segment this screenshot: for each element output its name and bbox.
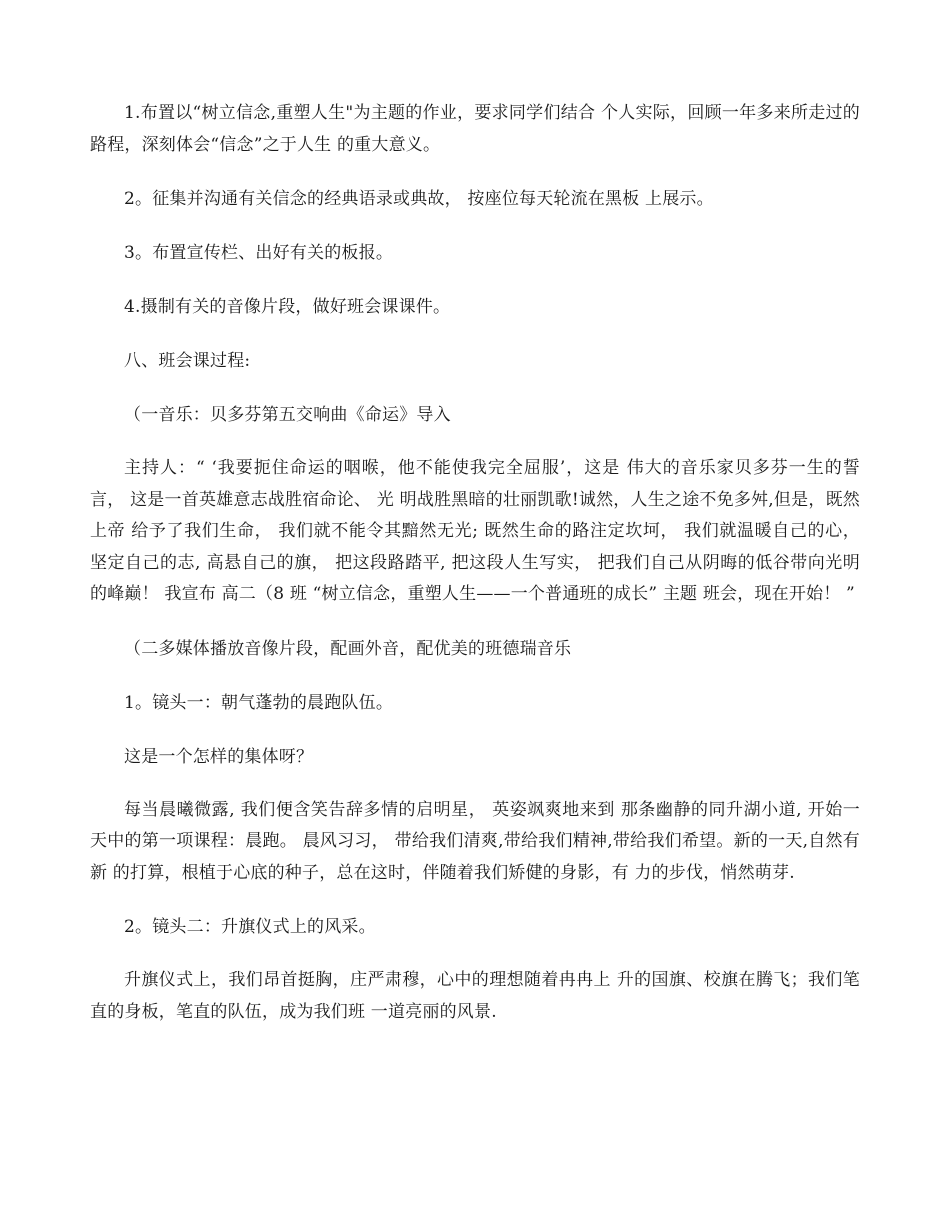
paragraph-assignment-2: 2。征集并沟通有关信念的经典语录或典故， 按座位每天轮流在黑板 上展示。: [124, 189, 714, 209]
paragraph-flag-ceremony: 升旗仪式上，我们昂首挺胸，庄严肃穆，心中的理想随着冉冉上 升的国旗、校旗在腾飞；我们笔直的身板，笔直的队伍，成为我们班 一道亮丽的风景.: [90, 970, 860, 1022]
paragraph-morning-run: 每当晨曦微露, 我们便含笑告辞多情的启明星， 英姿飒爽地来到 那条幽静的同升湖小道, 开始一天中的第一项课程：晨跑。 晨风习习， 带给我们清爽,带给我们精神,带给我们希望。新的一天,自然有新 的打算，根植于心底的种子，总在这时，伴随着我们矫健的身影，有 力的步伐，悄然萌芽.: [90, 799, 860, 883]
subsection-heading-music: （一音乐：贝多芬第五交响曲《命运》导入: [124, 405, 451, 425]
paragraph-assignment-4: 4.摄制有关的音像片段，做好班会课课件。: [124, 297, 451, 317]
shot-heading-1: 1。镜头一：朝气蓬勃的晨跑队伍。: [124, 692, 394, 713]
paragraph-assignment-1: 1.布置以“树立信念,重塑人生"为主题的作业，要求同学们结合 个人实际，回顾一年多来所走过的路程，深刻体会“信念”之于人生 的重大意义。: [90, 103, 860, 155]
paragraph-host-speech: 主持人：“ ‘我要扼住命运的咽喉，他不能使我完全屈服’，这是 伟大的音乐家贝多芬一生的誓言， 这是一首英雄意志战胜宿命论、 光 明战胜黑暗的壮丽凯歌!诚然，人生之途不免多舛,但是，既然上帝 给予了我们生命， 我们就不能令其黯然无光; 既然生命的路注定坎坷， 我们就温暖自己的心， 坚定自己的志, 高悬自己的旗， 把这段路踏平, 把这段人生写实， 把我们自己从阴晦的低谷带向光明的峰巅！ 我宣布 高二（8 班 “树立信念，重塑人生——一个普通班的成长” 主题 班会，现在开始！ ”: [90, 458, 860, 604]
shot-heading-2: 2。镜头二：升旗仪式上的风采。: [124, 917, 376, 937]
subsection-heading-multimedia: （二多媒体播放音像片段，配画外音，配优美的班德瑞音乐: [124, 638, 572, 659]
section-heading-process: 八、班会课过程:: [124, 351, 251, 371]
paragraph-assignment-3: 3。布置宣传栏、出好有关的板报。: [124, 243, 394, 263]
paragraph-question: 这是一个怎样的集体呀？: [124, 746, 314, 767]
